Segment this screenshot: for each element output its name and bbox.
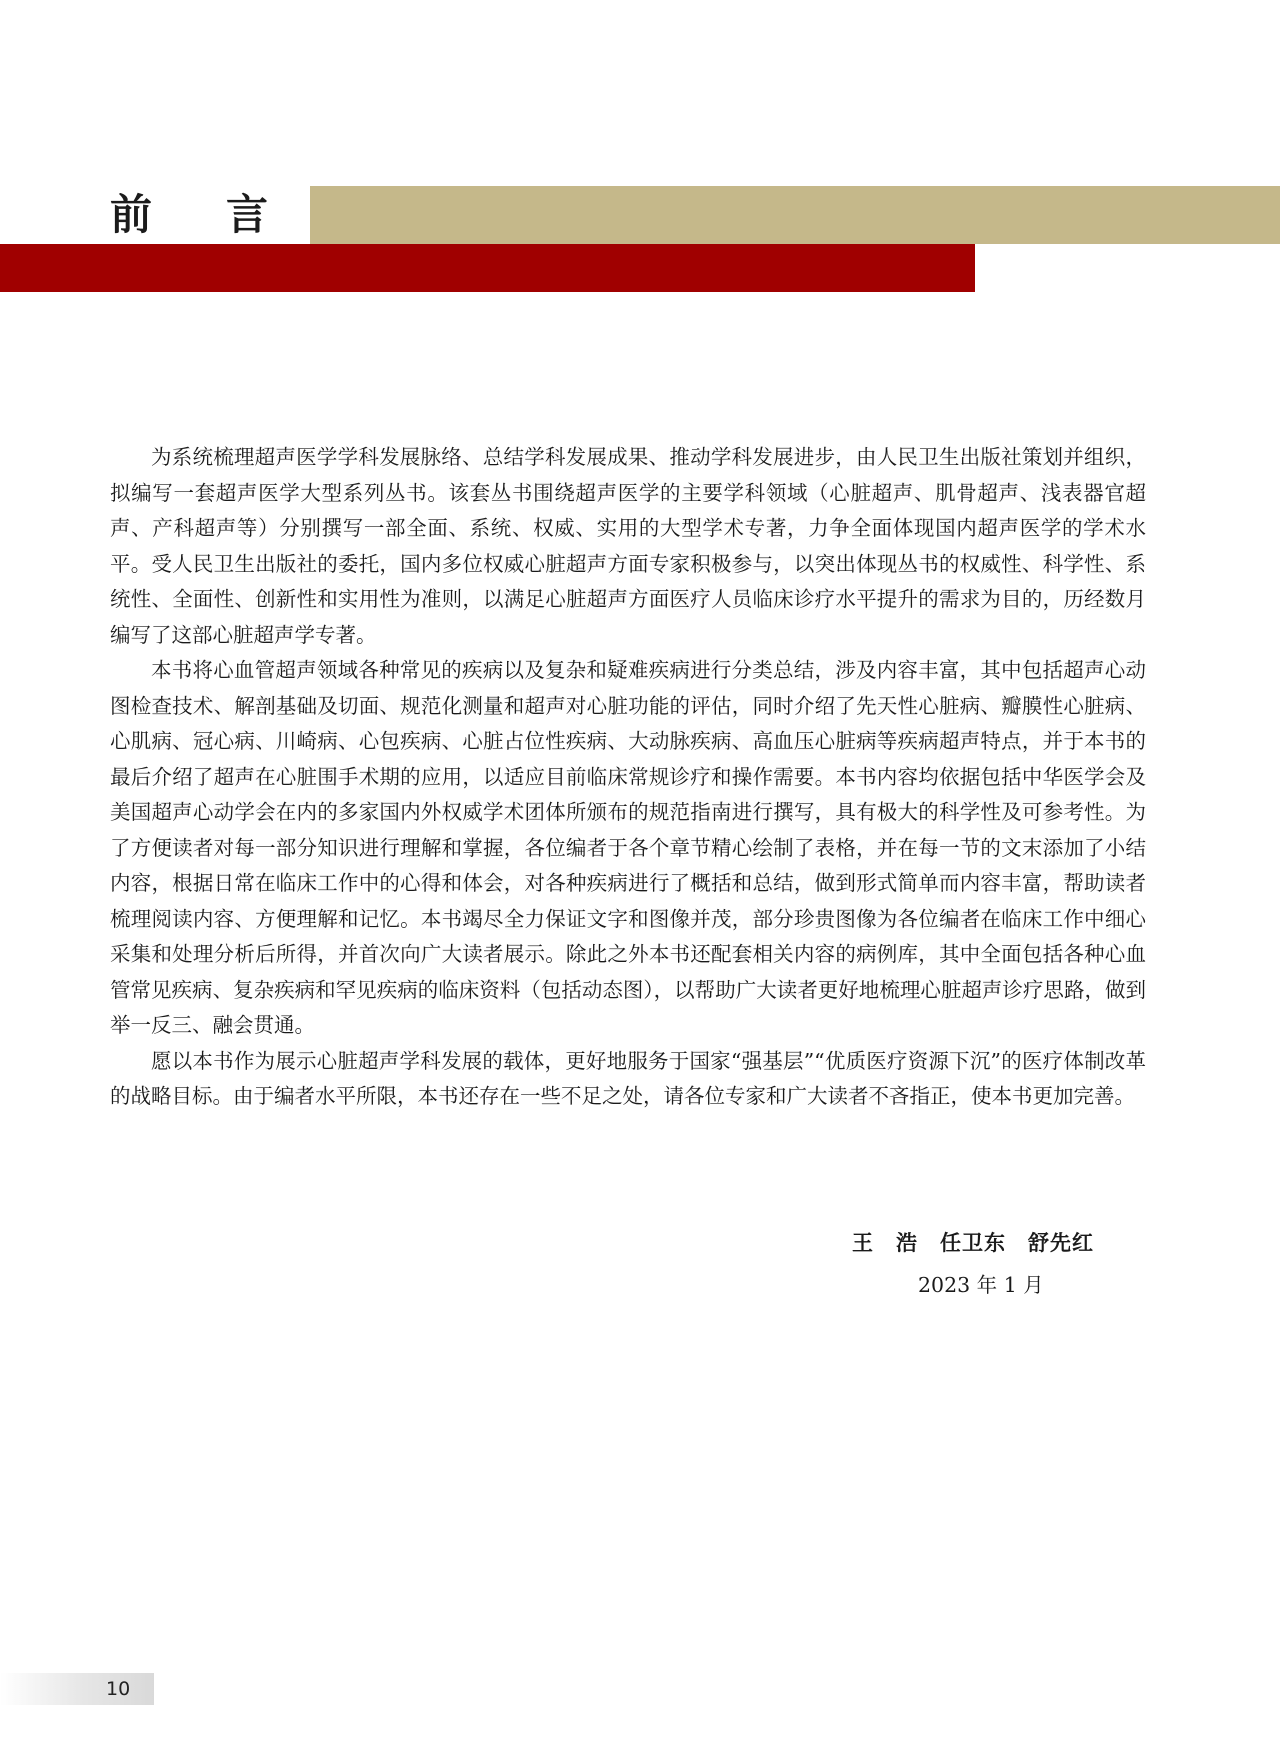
paragraph-1: 为系统梳理超声医学学科发展脉络、总结学科发展成果、推动学科发展进步，由人民卫生出版社策划并组织，拟编写一套超声医学大型系列丛书。该套丛书围绕超声医学的主要学科领域（心脏超声、肌骨超声、浅表器官超声、产科超声等）分别撰写一部全面、系统、权威、实用的大型学术专著，力争全面体现国内超声医学的学术水平。受人民卫生出版社的委托，国内多位权威心脏超声方面专家积极参与，以突出体现丛书的权威性、科学性、系统性、全面性、创新性和实用性为准则，以满足心脏超声方面医疗人员临床诊疗水平提升的需求为目的，历经数月编写了这部心脏超声学专著。 xyxy=(110,445,1146,647)
signature-date: 2023 年 1 月 xyxy=(918,1273,1044,1297)
page-number-tab xyxy=(0,1673,154,1705)
red-header-bar xyxy=(0,244,975,292)
gold-header-bar xyxy=(310,186,1280,244)
paragraph-3: 愿以本书作为展示心脏超声学科发展的载体，更好地服务于国家“强基层”“优质医疗资源下沉”的医疗体制改革的战略目标。由于编者水平所限，本书还存在一些不足之处，请各位专家和广大读者不吝指正，使本书更加完善。 xyxy=(110,1048,1146,1108)
header-band xyxy=(0,186,1280,244)
preface-body xyxy=(110,440,1146,1115)
page-title: 前言 xyxy=(110,190,343,239)
paragraph-2: 本书将心血管超声领域各种常见的疾病以及复杂和疑难疾病进行分类总结，涉及内容丰富，其中包括超声心动图检查技术、解剖基础及切面、规范化测量和超声对心脏功能的评估，同时介绍了先天性心脏病、瓣膜性心脏病、心肌病、冠心病、川崎病、心包疾病、心脏占位性疾病、大动脉疾病、高血压心脏病等疾病超声特点，并于本书的最后介绍了超声在心脏围手术期的应用，以适应目前临床常规诊疗和操作需要。本书内容均依据包括中华医学会及美国超声心动学会在内的多家国内外权威学术团体所颁布的规范指南进行撰写，具有极大的科学性及可参考性。为了方便读者对每一部分知识进行理解和掌握，各位编者于各个章节精心绘制了表格，并在每一节的文末添加了小结内容，根据日常在临床工作中的心得和体会，对各种疾病进行了概括和总结，做到形式简单而内容丰富，帮助读者梳理阅读内容、方便理解和记忆。本书竭尽全力保证文字和图像并茂，部分珍贵图像为各位编者在临床工作中细心采集和处理分析后所得，并首次向广大读者展示。除此之外本书还配套相关内容的病例库，其中全面包括各种心血管常见疾病、复杂疾病和罕见疾病的临床资料（包括动态图），以帮助广大读者更好地梳理心脏超声诊疗思路，做到举一反三、融会贯通。 xyxy=(110,658,1146,1037)
page-number: 10 xyxy=(106,1678,131,1700)
author-names: 王 浩 任卫东 舒先红 xyxy=(852,1231,1094,1255)
